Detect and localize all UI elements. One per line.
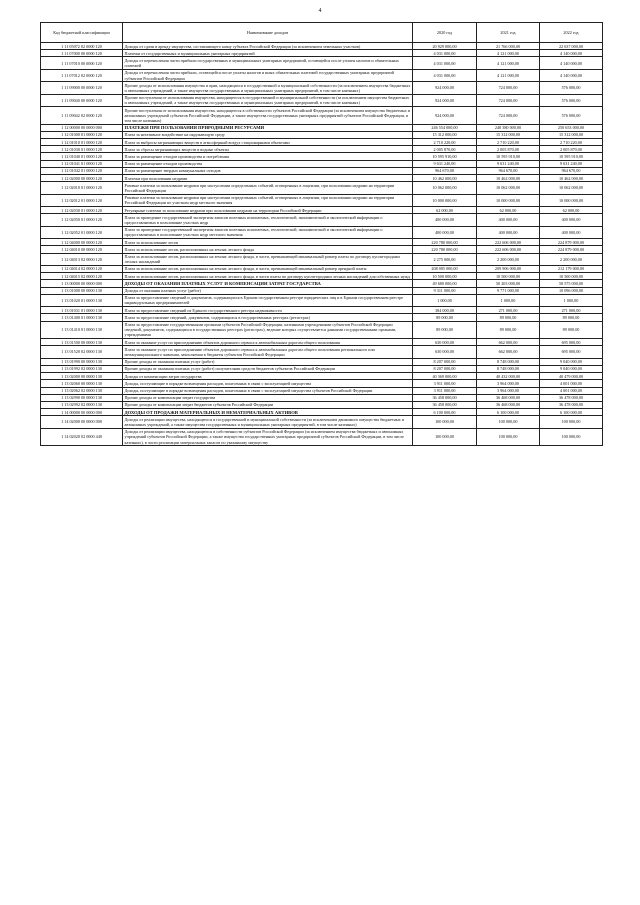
row-name: Плата за размещение твердых коммунальных отходов bbox=[123, 167, 413, 174]
row-value-2022: 9 040 000,00 bbox=[540, 365, 603, 372]
row-value-2022: 36 478 000,00 bbox=[540, 401, 603, 408]
row-code: 1 13 01000 00 0000 130 bbox=[41, 287, 123, 294]
row-value-2020: 220 780 000,00 bbox=[413, 239, 477, 246]
row-code: 1 12 01041 01 0000 120 bbox=[41, 160, 123, 167]
row-code: 1 13 01990 00 0000 130 bbox=[41, 358, 123, 365]
row-code: 1 12 00000 00 0000 000 bbox=[41, 124, 123, 131]
row-value-2021: 40 432 000,00 bbox=[477, 373, 540, 380]
row-code: 1 13 02060 00 0000 130 bbox=[41, 380, 123, 387]
row-value-2020: 2 005 870,00 bbox=[413, 146, 477, 153]
row-value-2022: 10 500 000,00 bbox=[540, 273, 603, 280]
row-value-2022: 4 140 000,00 bbox=[540, 57, 603, 69]
row-value-2020: 220 780 000,00 bbox=[413, 246, 477, 253]
table-row bbox=[41, 409, 603, 416]
row-value-2022: 40 479 000,00 bbox=[540, 373, 603, 380]
row-name: Прочие доходы от компенсации затрат бюджетов субъектов Российской Федерации bbox=[123, 401, 413, 408]
row-name: Прочие доходы от оказания платных услуг (работ) получателями средств бюджетов субъектов Российской Федерации bbox=[123, 365, 413, 372]
row-code: 1 12 02010 01 0000 120 bbox=[41, 182, 123, 194]
row-value-2021: 4 121 000,00 bbox=[477, 69, 540, 81]
row-code: 1 11 07010 00 0000 120 bbox=[41, 57, 123, 69]
revenue-table bbox=[40, 22, 603, 446]
row-name: ДОХОДЫ ОТ ПРОДАЖИ МАТЕРИАЛЬНЫХ И НЕМАТЕРИАЛЬНЫХ АКТИВОВ bbox=[123, 409, 413, 416]
table-row bbox=[41, 239, 603, 246]
row-code: 1 14 02020 02 0000 440 bbox=[41, 428, 123, 446]
row-code: 1 12 04000 00 0000 120 bbox=[41, 239, 123, 246]
row-value-2022: 576 000,00 bbox=[540, 94, 603, 106]
row-name: Прочие доходы от оказания платных услуг (работ) bbox=[123, 358, 413, 365]
row-value-2020: 10 000 000,00 bbox=[413, 194, 477, 206]
table-row bbox=[41, 124, 603, 131]
row-value-2020: 62 000,00 bbox=[413, 207, 477, 214]
table-header bbox=[41, 23, 603, 43]
row-value-2022: 224 879 000,00 bbox=[540, 246, 603, 253]
row-value-2021: 3 964 000,00 bbox=[477, 387, 540, 394]
row-code: 1 13 01410 01 0000 130 bbox=[41, 321, 123, 339]
table-row bbox=[41, 273, 603, 280]
row-value-2022: 250 653 000,00 bbox=[540, 124, 603, 131]
row-value-2021: 248 380 000,00 bbox=[477, 124, 540, 131]
row-value-2021: 2 005 870,00 bbox=[477, 146, 540, 153]
table-row bbox=[41, 182, 603, 194]
row-value-2022: 4 140 000,00 bbox=[540, 69, 603, 81]
row-value-2021: 10 595 910,00 bbox=[477, 153, 540, 160]
row-value-2020: 246 554 000,00 bbox=[413, 124, 477, 131]
table-row bbox=[41, 107, 603, 125]
row-code: 1 13 01520 02 0000 130 bbox=[41, 346, 123, 358]
row-name: ДОХОДЫ ОТ ОКАЗАНИЯ ПЛАТНЫХ УСЛУГ И КОМПЕНСАЦИИ ЗАТРАТ ГОСУДАРСТВА bbox=[123, 280, 413, 287]
row-value-2020: 964 670,00 bbox=[413, 167, 477, 174]
row-name: Прочие доходы от компенсации затрат государства bbox=[123, 394, 413, 401]
row-value-2022: 2 710 220,00 bbox=[540, 139, 603, 146]
row-name: ПЛАТЕЖИ ПРИ ПОЛЬЗОВАНИИ ПРИРОДНЫМИ РЕСУРСАМИ bbox=[123, 124, 413, 131]
row-code: 1 12 04014 02 0000 120 bbox=[41, 265, 123, 272]
row-name: Плата за использование лесов, расположенных на землях лесного фонда, в части, превышающей минимальный размер платы по договору купли-продажи лесных насаждений bbox=[123, 253, 413, 265]
row-name: Разовые платежи за пользование недрами при наступлении определенных событий, оговоренных в лицензии, при пользовании недрами на территории Российской Федерации bbox=[123, 182, 413, 194]
row-value-2021: 89 000,00 bbox=[477, 314, 540, 321]
header-2021: 2021 год bbox=[477, 23, 540, 43]
table-row bbox=[41, 416, 603, 428]
row-name: Плата за оказание услуг по присоединению объектов дорожного сервиса к автомобильным дорогам общего пользования регионального или межмуниципального значения, зачисляемая в бюджеты субъектов Российской Федерации bbox=[123, 346, 413, 358]
row-value-2021: 36 468 000,00 bbox=[477, 401, 540, 408]
row-code: 1 12 04010 00 0000 120 bbox=[41, 246, 123, 253]
table-row bbox=[41, 43, 603, 50]
row-name: Платежи при пользовании недрами bbox=[123, 175, 413, 182]
row-value-2022: 89 000,00 bbox=[540, 321, 603, 339]
row-value-2022: 212 179 000,00 bbox=[540, 265, 603, 272]
table-row bbox=[41, 428, 603, 446]
row-value-2021: 10 462 000,00 bbox=[477, 175, 540, 182]
table-row bbox=[41, 314, 603, 321]
table-row bbox=[41, 146, 603, 153]
table-row bbox=[41, 394, 603, 401]
row-value-2022: 62 000,00 bbox=[540, 207, 603, 214]
row-name: Доходы от реализации имущества, находящегося в собственности субъектов Российской Федерации (за исключением имущества бюджетных и автономных учреждений субъектов Российской Федерации, а также имущества государственных унитарных предприятий субъектов Российской Федерации, в том числе казенных), в части реализации материальных запасов по указанному имуществу bbox=[123, 428, 413, 446]
row-value-2020: 384 000,00 bbox=[413, 307, 477, 314]
row-value-2020: 3 911 000,00 bbox=[413, 380, 477, 387]
table-row bbox=[41, 50, 603, 57]
row-value-2021: 222 606 000,00 bbox=[477, 246, 540, 253]
table-row bbox=[41, 307, 603, 314]
row-name: Платежи от государственных и муниципальных унитарных предприятий bbox=[123, 50, 413, 57]
row-value-2021: 2 200 000,00 bbox=[477, 253, 540, 265]
table-row bbox=[41, 387, 603, 394]
table-row bbox=[41, 139, 603, 146]
row-name: Доходы от оказания платных услуг (работ) bbox=[123, 287, 413, 294]
row-value-2020: 89 000,00 bbox=[413, 314, 477, 321]
row-code: 1 11 07000 00 0000 120 bbox=[41, 50, 123, 57]
row-name: Доходы, поступающие в порядке возмещения расходов, понесенных в связи с эксплуатацией имущества субъектов Российской Федерации bbox=[123, 387, 413, 394]
row-name: Плата за предоставление сведений из Единого государственного реестра недвижимости bbox=[123, 307, 413, 314]
row-value-2020: 10 462 000,00 bbox=[413, 175, 477, 182]
row-value-2020: 36 458 000,00 bbox=[413, 401, 477, 408]
row-code: 1 12 04013 02 0000 120 bbox=[41, 253, 123, 265]
row-value-2022: 4 001 000,00 bbox=[540, 387, 603, 394]
row-value-2021: 36 468 000,00 bbox=[477, 394, 540, 401]
row-name: Доходы от реализации имущества, находящегося в государственной и муниципальной собственности (за исключением движимого имущества бюджетных и автономных учреждений, а также имущества государственных и муниципальных унитарных предприятий, в том числе казенных) bbox=[123, 416, 413, 428]
table-row bbox=[41, 194, 603, 206]
row-code: 1 13 01992 02 0000 130 bbox=[41, 365, 123, 372]
row-value-2020: 2 710 220,00 bbox=[413, 139, 477, 146]
row-value-2022: 576 000,00 bbox=[540, 82, 603, 94]
row-value-2021: 10 500 000,00 bbox=[477, 273, 540, 280]
row-code: 1 12 04015 02 0000 120 bbox=[41, 273, 123, 280]
row-value-2021: 662 000,00 bbox=[477, 339, 540, 346]
row-value-2021: 724 000,00 bbox=[477, 94, 540, 106]
row-value-2021: 89 000,00 bbox=[477, 321, 540, 339]
row-value-2020: 2 275 000,00 bbox=[413, 253, 477, 265]
row-name: Прочие доходы от использования имущества и прав, находящихся в государственной и муниципальной собственности (за исключением имущества бюджетных и автономных учреждений, а также имущества государственных и муниципальных унитарных предприятий, в том числе казенных) bbox=[123, 82, 413, 94]
row-value-2020: 10 595 910,00 bbox=[413, 153, 477, 160]
table-row bbox=[41, 226, 603, 238]
table-row bbox=[41, 94, 603, 106]
row-value-2022: 50 575 000,00 bbox=[540, 280, 603, 287]
row-value-2021: 100 000,00 bbox=[477, 416, 540, 428]
row-code: 1 12 02000 00 0000 120 bbox=[41, 175, 123, 182]
row-value-2022: 89 000,00 bbox=[540, 314, 603, 321]
row-value-2022: 10 062 000,00 bbox=[540, 182, 603, 194]
row-value-2020: 8 207 000,00 bbox=[413, 365, 477, 372]
row-value-2022: 10 000 000,00 bbox=[540, 194, 603, 206]
row-code: 1 11 09000 00 0000 120 bbox=[41, 82, 123, 94]
row-value-2020: 100 000,00 bbox=[413, 416, 477, 428]
row-code: 1 11 05072 02 0000 120 bbox=[41, 43, 123, 50]
row-name: Плата за оказание услуг по присоединению объектов дорожного сервиса к автомобильным дорогам общего пользования bbox=[123, 339, 413, 346]
header-2022: 2022 год bbox=[540, 23, 603, 43]
row-name: Доходы от перечисления части прибыли государственных и муниципальных унитарных предприятий, остающейся после уплаты налогов и обязательных платежей bbox=[123, 57, 413, 69]
row-value-2020: 924 000,00 bbox=[413, 107, 477, 125]
row-code: 1 13 01400 01 0000 130 bbox=[41, 314, 123, 321]
row-value-2021: 3 964 000,00 bbox=[477, 380, 540, 387]
row-name: Регулярные платежи за пользование недрами при пользовании недрами на территории Российской Федерации bbox=[123, 207, 413, 214]
table-row bbox=[41, 294, 603, 306]
row-value-2020: 630 000,00 bbox=[413, 346, 477, 358]
row-value-2021: 209 906 000,00 bbox=[477, 265, 540, 272]
table-row bbox=[41, 214, 603, 226]
table-row bbox=[41, 401, 603, 408]
row-value-2020: 89 000,00 bbox=[413, 321, 477, 339]
table-row bbox=[41, 373, 603, 380]
row-code: 1 13 02990 00 0000 130 bbox=[41, 394, 123, 401]
row-value-2022: 9 040 000,00 bbox=[540, 358, 603, 365]
row-value-2022: 400 000,00 bbox=[540, 214, 603, 226]
row-value-2022: 964 670,00 bbox=[540, 167, 603, 174]
row-code: 1 12 02012 01 0000 120 bbox=[41, 194, 123, 206]
table-row bbox=[41, 265, 603, 272]
table-body bbox=[41, 43, 603, 446]
row-value-2022: 100 000,00 bbox=[540, 428, 603, 446]
table-row bbox=[41, 380, 603, 387]
row-value-2020: 20 929 000,00 bbox=[413, 43, 477, 50]
row-name: Плата за использование лесов bbox=[123, 239, 413, 246]
table-row bbox=[41, 321, 603, 339]
row-value-2021: 400 000,00 bbox=[477, 214, 540, 226]
row-name: Доходы, поступающие в порядке возмещения расходов, понесенных в связи с эксплуатацией имущества bbox=[123, 380, 413, 387]
row-value-2020: 8 207 000,00 bbox=[413, 358, 477, 365]
row-value-2021: 15 312 000,00 bbox=[477, 131, 540, 138]
row-value-2020: 924 000,00 bbox=[413, 82, 477, 94]
row-code: 1 12 02052 01 0000 120 bbox=[41, 226, 123, 238]
row-value-2022: 15 312 000,00 bbox=[540, 131, 603, 138]
row-code: 1 14 02000 00 0000 000 bbox=[41, 416, 123, 428]
row-value-2021: 400 000,00 bbox=[477, 226, 540, 238]
row-name: Доходы от сдачи в аренду имущества, составляющего казну субъекта Российской Федерации (за исключением земельных участков) bbox=[123, 43, 413, 50]
table-row bbox=[41, 82, 603, 94]
row-value-2020: 10 062 000,00 bbox=[413, 182, 477, 194]
row-code: 1 12 02050 01 0000 120 bbox=[41, 214, 123, 226]
row-code: 1 12 02030 01 0000 120 bbox=[41, 207, 123, 214]
row-value-2020: 6 100 000,00 bbox=[413, 409, 477, 416]
row-value-2022: 4 140 000,00 bbox=[540, 50, 603, 57]
row-code: 1 13 00000 00 0000 000 bbox=[41, 280, 123, 287]
row-value-2021: 6 100 000,00 bbox=[477, 409, 540, 416]
row-name: Плата за размещение отходов производства bbox=[123, 160, 413, 167]
row-value-2022: 6 100 000,00 bbox=[540, 409, 603, 416]
row-value-2020: 4 031 000,00 bbox=[413, 50, 477, 57]
row-name: Плата за негативное воздействие на окружающую среду bbox=[123, 131, 413, 138]
row-value-2021: 2 710 220,00 bbox=[477, 139, 540, 146]
row-value-2021: 222 606 000,00 bbox=[477, 239, 540, 246]
row-code: 1 13 02000 00 0000 130 bbox=[41, 373, 123, 380]
row-value-2020: 1 000,00 bbox=[413, 294, 477, 306]
table-row bbox=[41, 175, 603, 182]
row-value-2021: 4 121 000,00 bbox=[477, 50, 540, 57]
row-value-2022: 400 000,00 bbox=[540, 226, 603, 238]
table-row bbox=[41, 346, 603, 358]
table-row bbox=[41, 207, 603, 214]
row-value-2020: 40 369 000,00 bbox=[413, 373, 477, 380]
row-name: Плата за использование лесов, расположенных на землях лесного фонда, в части, превышающей минимальный размер арендной платы bbox=[123, 265, 413, 272]
row-name: Плата за сбросы загрязняющих веществ в водные объекты bbox=[123, 146, 413, 153]
row-code: 1 11 07012 02 0000 120 bbox=[41, 69, 123, 81]
page-number: 4 bbox=[318, 8, 322, 14]
row-code: 1 12 01010 01 0000 120 bbox=[41, 139, 123, 146]
row-name: Плата за выбросы загрязняющих веществ в атмосферный воздух стационарными объектами bbox=[123, 139, 413, 146]
row-value-2022: 271 000,00 bbox=[540, 307, 603, 314]
row-value-2021: 4 121 000,00 bbox=[477, 57, 540, 69]
header-code: Код бюджетной классификации bbox=[41, 23, 123, 43]
row-value-2020: 15 312 000,00 bbox=[413, 131, 477, 138]
row-value-2021: 9 631 240,00 bbox=[477, 160, 540, 167]
row-value-2020: 49 680 000,00 bbox=[413, 280, 477, 287]
row-value-2021: 662 000,00 bbox=[477, 346, 540, 358]
row-value-2022: 22 637 000,00 bbox=[540, 43, 603, 50]
row-code: 1 13 02992 02 0000 130 bbox=[41, 401, 123, 408]
row-value-2021: 271 000,00 bbox=[477, 307, 540, 314]
row-value-2021: 724 000,00 bbox=[477, 107, 540, 125]
row-name: Плата за предоставление государственными органами субъектов Российской Федерации, казенными учреждениями субъектов Российской Федерации сведений, документов, содержащихся в государственных реестрах (регистрах), ведение которых осуществляется данными государственными органами, учреждениями bbox=[123, 321, 413, 339]
row-name: Разовые платежи за пользование недрами при наступлении определенных событий, оговоренных в лицензии, при пользовании недрами на территории Российской Федерации по участкам недр местного значения bbox=[123, 194, 413, 206]
row-value-2020: 100 000,00 bbox=[413, 428, 477, 446]
row-value-2020: 3 911 000,00 bbox=[413, 387, 477, 394]
table-row bbox=[41, 69, 603, 81]
row-value-2021: 1 000,00 bbox=[477, 294, 540, 306]
row-name: Плата за проведение государственной экспертизы запасов полезных ископаемых, геологической, экономической и экологической информации о предоставляемых в пользование участках недр bbox=[123, 214, 413, 226]
row-value-2021: 964 670,00 bbox=[477, 167, 540, 174]
row-value-2021: 10 062 000,00 bbox=[477, 182, 540, 194]
row-code: 1 13 01031 01 0000 130 bbox=[41, 307, 123, 314]
row-name: Прочие поступления от использования имущества, находящегося в собственности субъектов Российской Федерации (за исключением имущества бюджетных и автономных учреждений субъектов Российской Федерации, а также имущества государственных унитарных предприятий субъектов Российской Федерации, в том числе казенных) bbox=[123, 107, 413, 125]
row-code: 1 14 00000 00 0000 000 bbox=[41, 409, 123, 416]
row-value-2022: 10 595 910,00 bbox=[540, 153, 603, 160]
row-value-2022: 695 000,00 bbox=[540, 339, 603, 346]
row-code: 1 13 01500 00 0000 130 bbox=[41, 339, 123, 346]
row-value-2021: 10 000 000,00 bbox=[477, 194, 540, 206]
row-code: 1 12 01040 01 0000 120 bbox=[41, 153, 123, 160]
row-name: Плата за использование лесов, расположенных на землях лесного фонда, в части платы по договору купли-продажи лесных насаждений для собственных нужд bbox=[123, 273, 413, 280]
row-value-2021: 9 771 000,00 bbox=[477, 287, 540, 294]
row-value-2021: 8 748 000,00 bbox=[477, 358, 540, 365]
row-value-2022: 1 000,00 bbox=[540, 294, 603, 306]
table-row bbox=[41, 358, 603, 365]
table-row bbox=[41, 57, 603, 69]
row-value-2020: 630 000,00 bbox=[413, 339, 477, 346]
row-value-2020: 400 000,00 bbox=[413, 226, 477, 238]
table-row bbox=[41, 253, 603, 265]
row-value-2020: 9 311 000,00 bbox=[413, 287, 477, 294]
row-value-2021: 21 766 000,00 bbox=[477, 43, 540, 50]
row-value-2022: 100 000,00 bbox=[540, 416, 603, 428]
header-2020: 2020 год bbox=[413, 23, 477, 43]
row-name: Плата за использование лесов, расположенных на землях лесного фонда bbox=[123, 246, 413, 253]
row-name: Плата за предоставление сведений, документов, содержащихся в государственных реестрах (регистрах) bbox=[123, 314, 413, 321]
row-value-2021: 50 203 000,00 bbox=[477, 280, 540, 287]
table-row bbox=[41, 280, 603, 287]
row-code: 1 12 01030 01 0000 120 bbox=[41, 146, 123, 153]
row-code: 1 11 09040 00 0000 120 bbox=[41, 94, 123, 106]
table-row bbox=[41, 153, 603, 160]
row-value-2021: 8 748 000,00 bbox=[477, 365, 540, 372]
row-value-2022: 2 200 000,00 bbox=[540, 253, 603, 265]
row-value-2022: 9 631 240,00 bbox=[540, 160, 603, 167]
row-value-2021: 62 000,00 bbox=[477, 207, 540, 214]
row-value-2020: 4 031 000,00 bbox=[413, 57, 477, 69]
row-value-2020: 400 000,00 bbox=[413, 214, 477, 226]
header-name: Наименование доходов bbox=[123, 23, 413, 43]
row-value-2022: 576 000,00 bbox=[540, 107, 603, 125]
row-value-2020: 36 458 000,00 bbox=[413, 394, 477, 401]
row-value-2020: 9 631 240,00 bbox=[413, 160, 477, 167]
row-code: 1 11 09042 02 0000 120 bbox=[41, 107, 123, 125]
row-name: Доходы от компенсации затрат государства bbox=[123, 373, 413, 380]
table-row bbox=[41, 339, 603, 346]
table-row bbox=[41, 287, 603, 294]
table-row bbox=[41, 160, 603, 167]
row-value-2020: 4 031 000,00 bbox=[413, 69, 477, 81]
table-row bbox=[41, 131, 603, 138]
row-code: 1 12 01042 01 0000 120 bbox=[41, 167, 123, 174]
row-code: 1 12 01000 01 0000 120 bbox=[41, 131, 123, 138]
row-name: Доходы от перечисления части прибыли, остающейся после уплаты налогов и иных обязательных платежей государственных унитарных предприятий субъектов Российской Федерации bbox=[123, 69, 413, 81]
row-value-2021: 724 000,00 bbox=[477, 82, 540, 94]
row-value-2022: 10 462 000,00 bbox=[540, 175, 603, 182]
row-value-2020: 208 005 000,00 bbox=[413, 265, 477, 272]
row-value-2022: 695 000,00 bbox=[540, 346, 603, 358]
table-row bbox=[41, 246, 603, 253]
row-value-2020: 10 500 000,00 bbox=[413, 273, 477, 280]
row-value-2022: 2 005 870,00 bbox=[540, 146, 603, 153]
table-row bbox=[41, 167, 603, 174]
row-value-2020: 924 000,00 bbox=[413, 94, 477, 106]
row-name: Плата за проведение государственной экспертизы запасов полезных ископаемых, геологической, экономической и экологической информации о предоставляемых в пользование участках недр местного значения bbox=[123, 226, 413, 238]
row-code: 1 13 02062 02 0000 130 bbox=[41, 387, 123, 394]
table-row bbox=[41, 365, 603, 372]
row-name: Плата за размещение отходов производства и потребления bbox=[123, 153, 413, 160]
row-code: 1 13 01020 01 0000 130 bbox=[41, 294, 123, 306]
row-name: Плата за предоставление сведений и документов, содержащихся в Едином государственном реестре юридических лиц и в Едином государственном реестре индивидуальных предпринимателей bbox=[123, 294, 413, 306]
row-name: Прочие поступления от использования имущества, находящегося в государственной и муниципальной собственности (за исключением имущества бюджетных и автономных учреждений, а также имущества государственных и муниципальных унитарных предприятий, в том числе казенных) bbox=[123, 94, 413, 106]
row-value-2022: 10 096 000,00 bbox=[540, 287, 603, 294]
row-value-2021: 100 000,00 bbox=[477, 428, 540, 446]
row-value-2022: 4 001 000,00 bbox=[540, 380, 603, 387]
row-value-2022: 36 478 000,00 bbox=[540, 394, 603, 401]
row-value-2022: 224 879 000,00 bbox=[540, 239, 603, 246]
